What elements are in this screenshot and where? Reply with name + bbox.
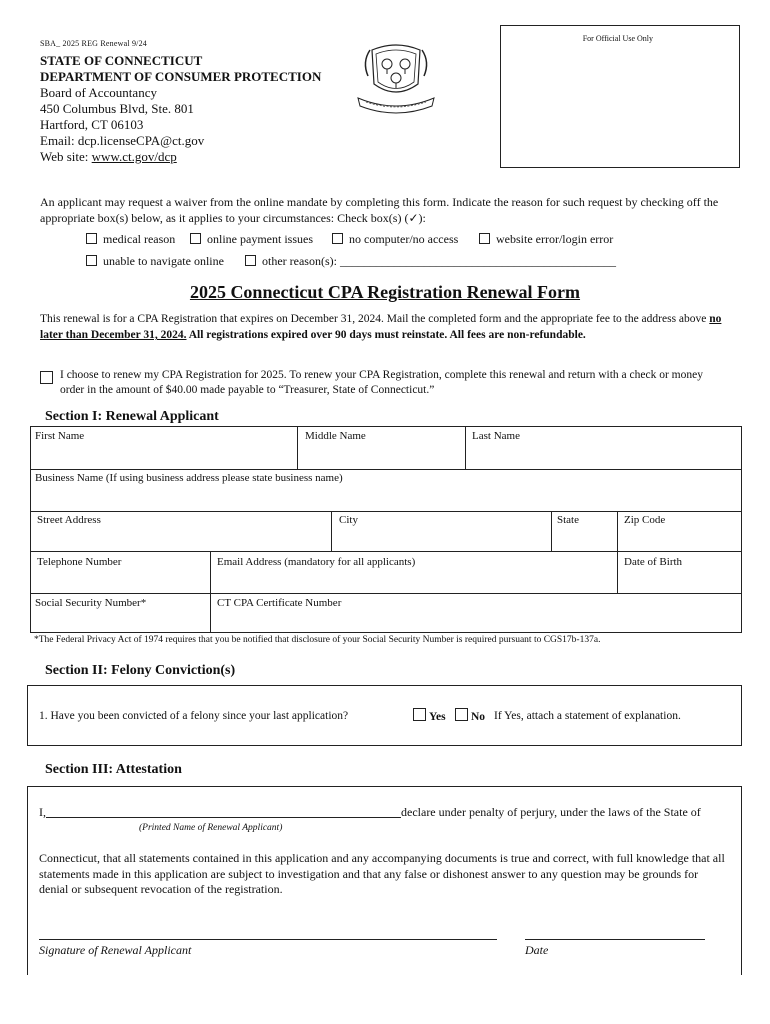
applicant-grid bbox=[30, 426, 742, 633]
agency-street: 450 Columbus Blvd, Ste. 801 bbox=[40, 101, 194, 116]
form-code: SBA_ 2025 REG Renewal 9/24 bbox=[40, 39, 147, 48]
reason-label: unable to navigate online bbox=[103, 254, 224, 268]
reason-label: medical reason bbox=[103, 232, 176, 246]
intro-text: This renewal is for a CPA Registration that expires on December 31, 2024. Mail the completed form and the appropriate fee to the address above bbox=[40, 313, 710, 325]
felony-no-option[interactable] bbox=[455, 708, 485, 723]
reason-no-computer[interactable] bbox=[332, 232, 458, 247]
reason-no-computer-checkbox[interactable] bbox=[332, 233, 343, 244]
website-prefix: Web site: bbox=[40, 149, 92, 164]
intro-deadline: no later than December 31, 2024. bbox=[40, 313, 722, 341]
felony-no-label: No bbox=[471, 711, 486, 723]
business-name-field[interactable]: Business Name (If using business address please state business name) bbox=[35, 472, 343, 484]
signature-label: Signature of Renewal Applicant bbox=[39, 943, 192, 957]
reason-label: other reason(s): ______________________________________________ bbox=[262, 254, 616, 268]
reason-payment-checkbox[interactable] bbox=[190, 233, 201, 244]
reason-label: website error/login error bbox=[496, 232, 614, 246]
reason-website-error[interactable] bbox=[479, 232, 613, 247]
official-use-label: For Official Use Only bbox=[582, 34, 653, 43]
attestation-box bbox=[27, 786, 742, 975]
agency-state: STATE OF CONNECTICUT bbox=[40, 53, 203, 68]
reason-website-error-checkbox[interactable] bbox=[479, 233, 490, 244]
agency-website-line bbox=[40, 149, 321, 165]
attestation-declare-text: declare under penalty of perjury, under the laws of the State of bbox=[401, 805, 701, 819]
privacy-act-note: *The Federal Privacy Act of 1974 requires that you be notified that disclosure of your Social Security Number is required pursuant to CGS17b-137a. bbox=[34, 635, 601, 645]
zip-code-field[interactable]: Zip Code bbox=[624, 514, 666, 526]
last-name-field[interactable]: Last Name bbox=[472, 430, 520, 442]
felony-yes-option[interactable] bbox=[413, 708, 446, 723]
reason-payment[interactable] bbox=[190, 232, 313, 247]
street-address-field[interactable]: Street Address bbox=[37, 514, 101, 526]
date-label: Date bbox=[525, 943, 549, 957]
waiver-instructions: An applicant may request a waiver from the online mandate by completing this form. Indicate the reason for such request by checking off the appropriate box(s) below, as it applies to your circumstances: Check box(s) (✓): bbox=[40, 195, 719, 225]
attestation-prefix: I, bbox=[39, 805, 46, 819]
reason-label: online payment issues bbox=[207, 232, 313, 246]
intro-note: All registrations expired over 90 days must reinstate. All fees are non-refundable. bbox=[186, 329, 586, 341]
printed-name-input[interactable] bbox=[46, 817, 401, 818]
reason-label: no computer/no access bbox=[349, 232, 459, 246]
agency-department: DEPARTMENT OF CONSUMER PROTECTION bbox=[40, 69, 322, 84]
reason-medical[interactable] bbox=[86, 232, 175, 247]
section3-heading: Section III: Attestation bbox=[45, 762, 182, 777]
section1-heading: Section I: Renewal Applicant bbox=[45, 409, 219, 424]
agency-board: Board of Accountancy bbox=[40, 85, 157, 100]
renew-choice-checkbox[interactable] bbox=[40, 371, 53, 384]
reason-medical-checkbox[interactable] bbox=[86, 233, 97, 244]
date-of-birth-field[interactable]: Date of Birth bbox=[624, 556, 683, 568]
felony-question: 1. Have you been convicted of a felony since your last application? bbox=[39, 710, 349, 722]
cpa-certificate-field[interactable]: CT CPA Certificate Number bbox=[217, 597, 342, 609]
date-line[interactable] bbox=[525, 939, 705, 940]
official-use-box bbox=[500, 25, 740, 168]
signature-line[interactable] bbox=[39, 939, 497, 940]
felony-note: If Yes, attach a statement of explanation. bbox=[494, 710, 681, 722]
renew-choice-text: I choose to renew my CPA Registration for 2025. To renew your CPA Registration, complete this renewal and return with a check or money order in the amount of $40.00 made payable to “Treasurer, State of Connecticut.” bbox=[60, 369, 703, 396]
first-name-field[interactable]: First Name bbox=[35, 430, 85, 442]
printed-name-caption: (Printed Name of Renewal Applicant) bbox=[139, 823, 283, 833]
attestation-declaration bbox=[39, 805, 701, 820]
agency-address-block bbox=[40, 53, 321, 165]
middle-name-field[interactable]: Middle Name bbox=[305, 430, 366, 442]
agency-city: Hartford, CT 06103 bbox=[40, 117, 144, 132]
felony-yes-checkbox[interactable] bbox=[413, 708, 426, 721]
renewal-intro bbox=[40, 311, 730, 343]
felony-no-checkbox[interactable] bbox=[455, 708, 468, 721]
ssn-field[interactable]: Social Security Number* bbox=[35, 597, 147, 609]
website-link[interactable]: www.ct.gov/dcp bbox=[91, 149, 177, 164]
agency-email: Email: dcp.licenseCPA@ct.gov bbox=[40, 133, 205, 148]
attestation-body: Connecticut, that all statements contained in this application and any accompanying documents is true and correct, with full knowledge that all statements made in this application are subject to investigation and that any false or dishonest answer to any question may be grounds for denial or subsequent revocation of the registration. bbox=[39, 851, 725, 896]
reason-navigate-checkbox[interactable] bbox=[86, 255, 97, 266]
telephone-field[interactable]: Telephone Number bbox=[37, 556, 122, 568]
section2-heading: Section II: Felony Conviction(s) bbox=[45, 663, 236, 678]
renew-choice bbox=[40, 368, 730, 398]
state-field[interactable]: State bbox=[557, 514, 579, 526]
felony-question-box bbox=[27, 685, 742, 746]
email-field[interactable]: Email Address (mandatory for all applicants) bbox=[217, 556, 416, 568]
form-title: 2025 Connecticut CPA Registration Renewal Form bbox=[189, 282, 581, 302]
felony-yes-label: Yes bbox=[429, 711, 446, 723]
state-seal-icon bbox=[354, 40, 438, 114]
city-field[interactable]: City bbox=[339, 514, 358, 526]
reason-other[interactable] bbox=[245, 254, 616, 269]
reason-navigate[interactable] bbox=[86, 254, 224, 269]
reason-other-checkbox[interactable] bbox=[245, 255, 256, 266]
